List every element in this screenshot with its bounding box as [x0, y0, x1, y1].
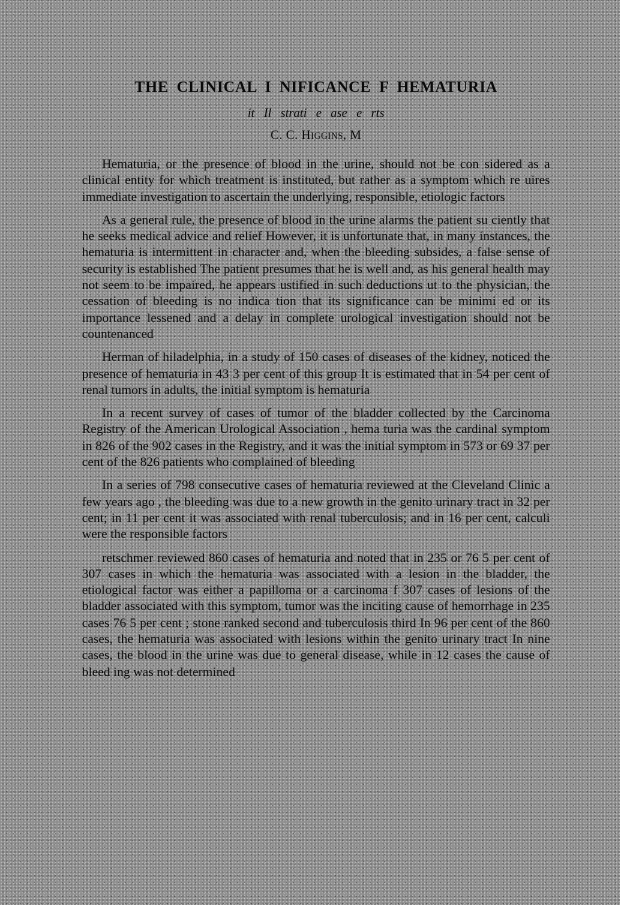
article-author [82, 126, 550, 144]
paragraph-1: Hematuria, or the presence of blood in the urine, should not be con sidered as a clinical entity for which treatment is instituted, but rather as a symptom which re uires immediate investigation to ascertain the underlying, responsible, etiologic factors [82, 156, 550, 204]
article-subtitle: it Il strati e ase e rts [247, 106, 385, 120]
paragraph-6: retschmer reviewed 860 cases of hematuria and noted that in 235 or 76 5 per cent of 307 cases in which the hematuria was associated with a lesion in the bladder, the etiological factor was either a papilloma or a carcinoma f 307 cases of lesions of the bladder associated with this symptom, tumor was the inciting cause of hemorrhage in 235 cases 76 5 per cent ; stone ranked second and tuberculosis third In 96 per cent of the 860 cases, the hematuria was associated with lesions within the genito urinary tract In nine cases, the blood in the urine was due to general disease, while in 12 cases the cause of bleed ing was not determined [82, 549, 550, 679]
paragraph-2: As a general rule, the presence of blood in the urine alarms the patient su ciently that he seeks medical advice and relief However, it is unfortunate that, in many instances, the hematuria is intermittent in character and, when the bleeding subsides, a false sense of security is established The patient presumes that he is well and, as his general health may not seem to be impaired, he appears ustified in such deductions ut to the physician, the cessation of bleeding is no indica tion that its significance can be minimi ed or its importance lessened and a delay in complete urological investigation should not be countenanced [82, 211, 550, 341]
author-surname: Higgins, M [301, 128, 362, 142]
paragraph-5: In a series of 798 consecutive cases of hematuria reviewed at the Cleveland Clinic a few years ago , the bleeding was due to a new growth in the genito urinary tract in 32 per cent; in 11 per cent it was associated with renal tuberculosis; and in 16 per cent, calculi were the responsible factors [82, 477, 550, 542]
article-title: THE CLINICAL I NIFICANCE F HEMATURIA [134, 79, 498, 96]
author-initials: C. C. [270, 128, 299, 142]
paragraph-4: In a recent survey of cases of tumor of the bladder collected by the Carcinoma Registry of the American Urological Association , hema turia was the cardinal symptom in 826 of the 902 cases in the Registry, and it was the initial symptom in 573 or 69 37 per cent of the 826 patients who complained of bleeding [82, 405, 550, 470]
paragraph-3: Herman of hiladelphia, in a study of 150 cases of diseases of the kidney, noticed the presence of hematuria in 43 3 per cent of this group It is estimated that in 54 per cent of renal tumors in adults, the initial symptom is hematuria [82, 349, 550, 397]
